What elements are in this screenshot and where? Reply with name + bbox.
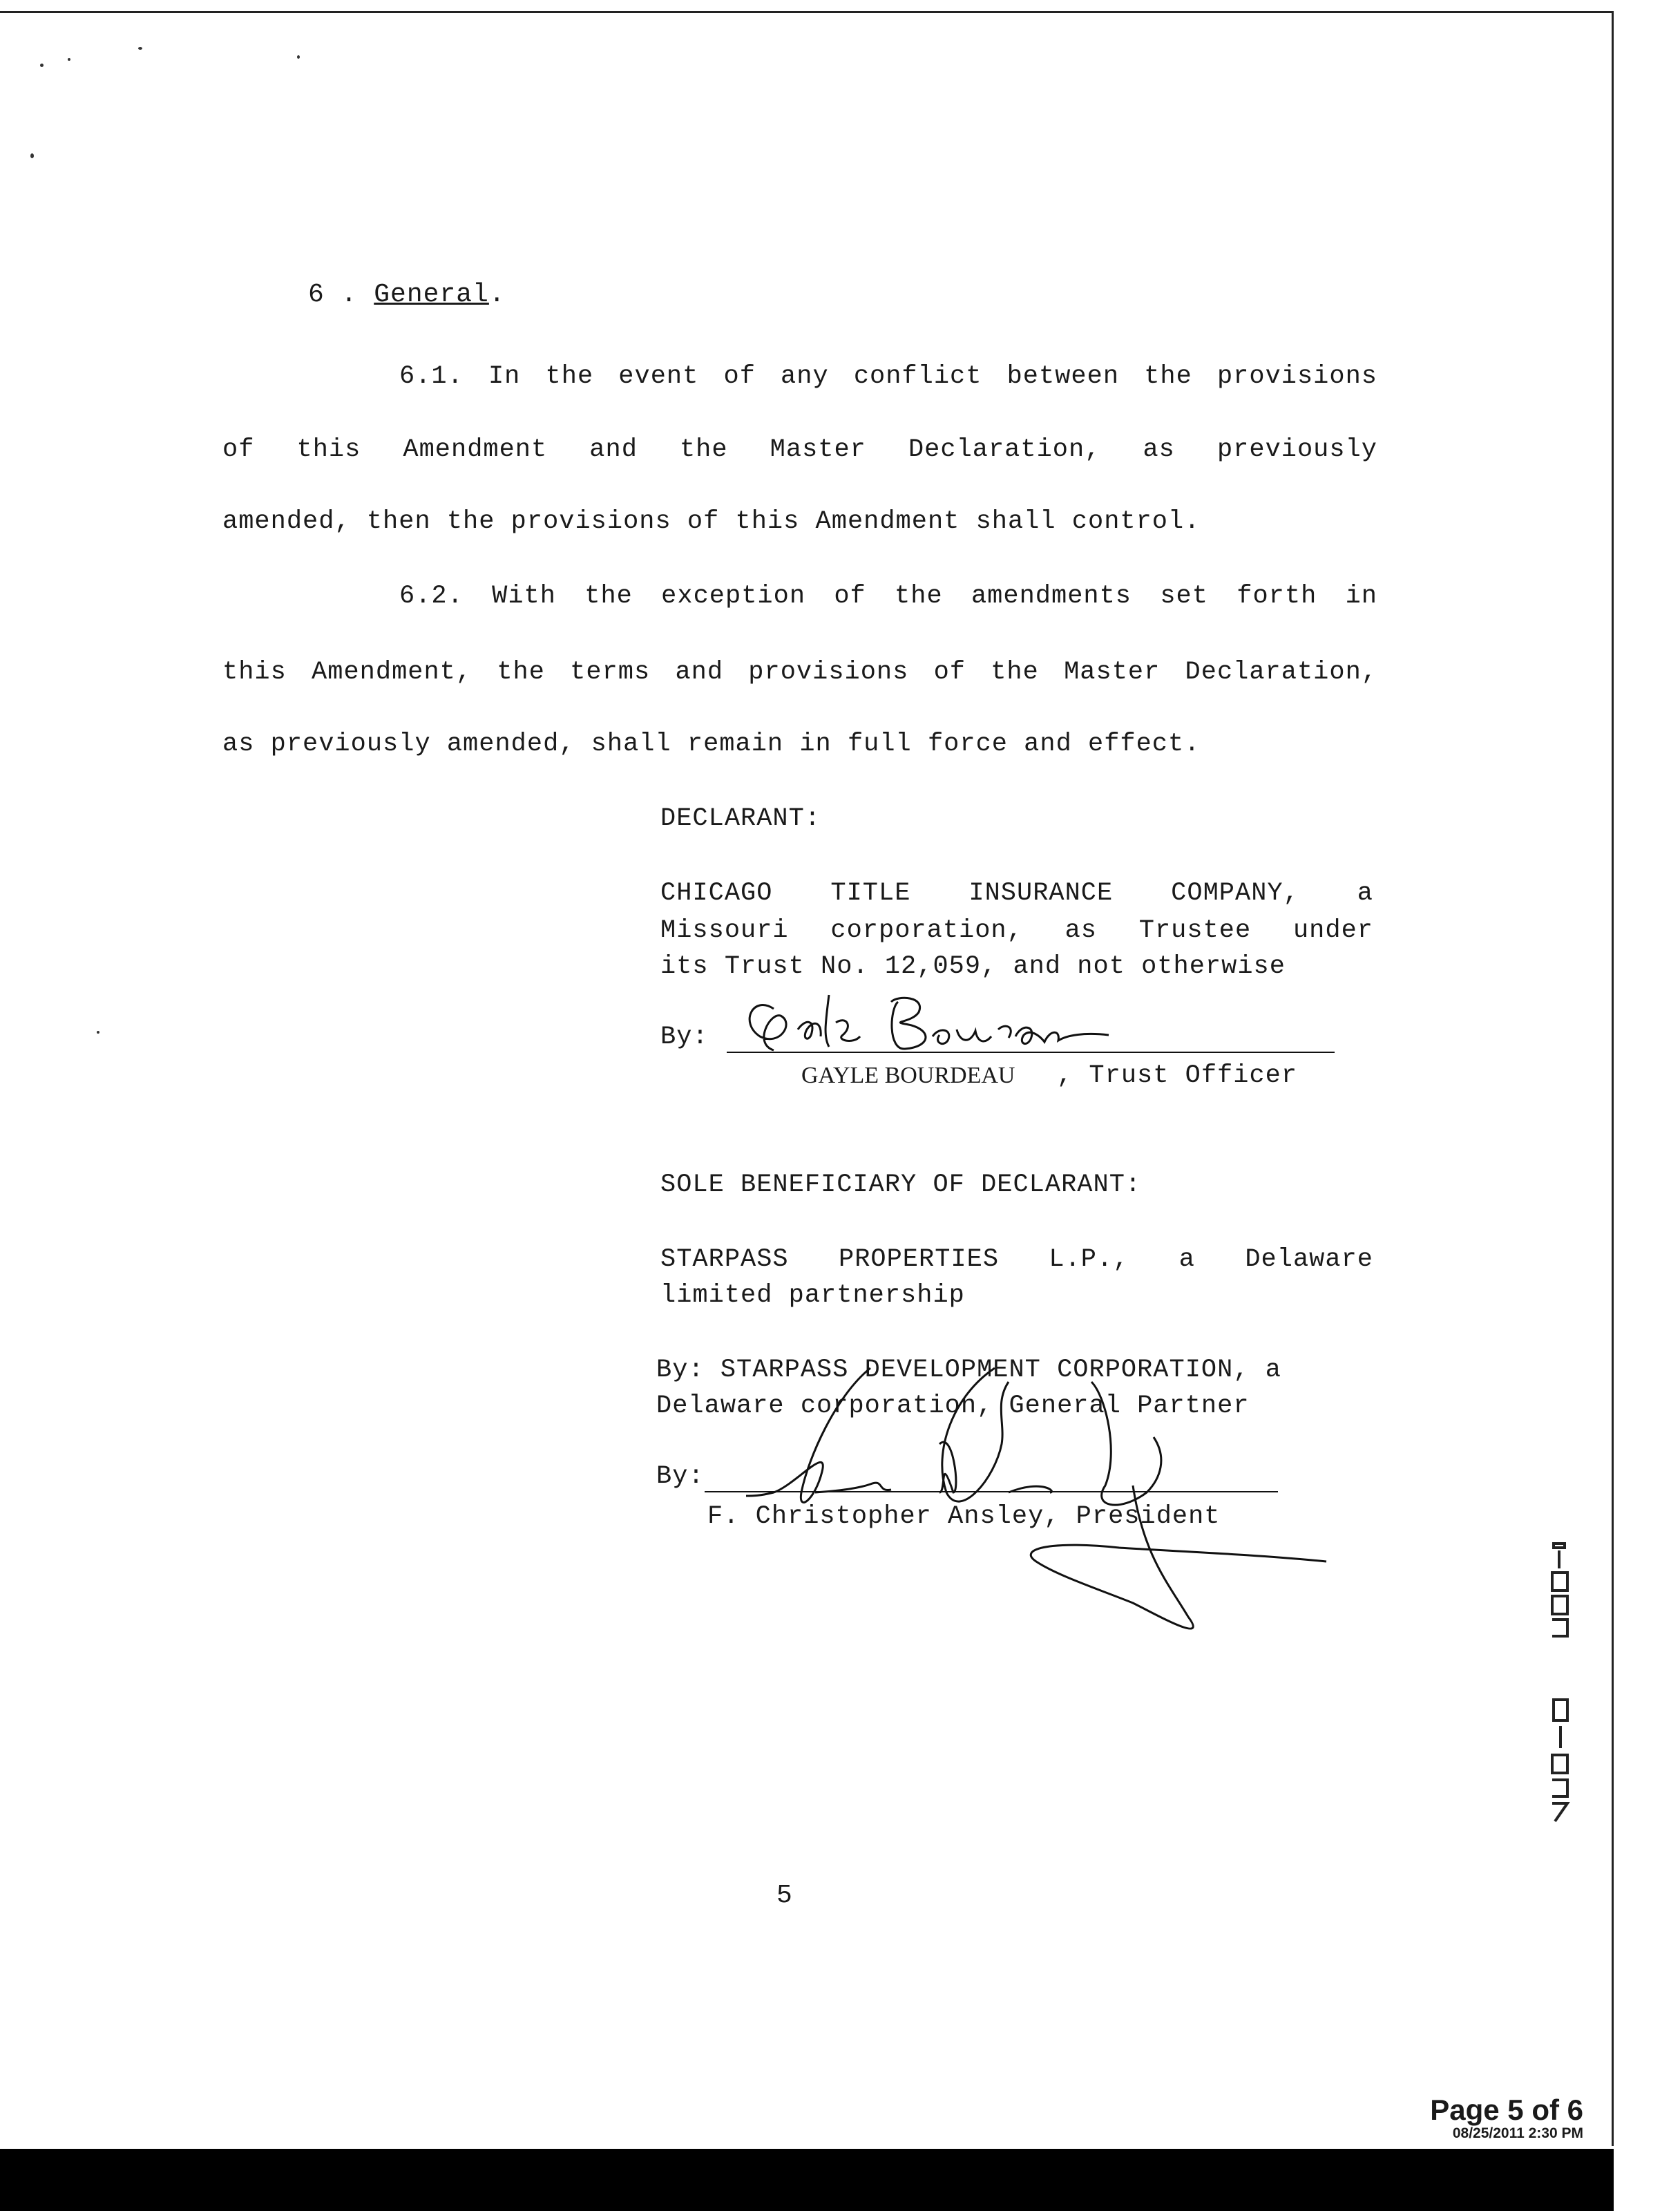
- beneficiary-signatory: F. Christopher Ansley, President: [707, 1502, 1221, 1531]
- beneficiary-entity-line: limited partnership: [660, 1281, 965, 1310]
- beneficiary-entity-line: STARPASS PROPERTIES L.P., a Delaware: [660, 1245, 1373, 1274]
- paragraph-line: 6.1. In the event of any conflict between the provisions: [399, 362, 1377, 391]
- declarant-heading: DECLARANT:: [660, 804, 821, 833]
- beneficiary-gp-line: Delaware corporation, General Partner: [656, 1392, 1250, 1421]
- scan-speck: [40, 64, 44, 67]
- declarant-signature: [732, 981, 1119, 1057]
- declarant-by-label: By:: [660, 1023, 709, 1052]
- paragraph-line: 6.2. With the exception of the amendments set forth in: [399, 582, 1377, 611]
- scan-speck: [138, 47, 142, 50]
- scan-speck: [297, 55, 300, 59]
- paragraph-line: of this Amendment and the Master Declaration, as previously: [222, 435, 1377, 464]
- paragraph-line: as previously amended, shall remain in full force and effect.: [222, 730, 1201, 759]
- declarant-signatory-title: , Trust Officer: [1057, 1061, 1298, 1090]
- beneficiary-by-label: By:: [656, 1462, 705, 1491]
- declarant-entity-line: Missouri corporation, as Trustee under: [660, 916, 1373, 945]
- declarant-entity-line: its Trust No. 12,059, and not otherwise: [660, 952, 1286, 981]
- beneficiary-heading: SOLE BENEFICIARY OF DECLARANT:: [660, 1170, 1142, 1199]
- declarant-signatory-name: GAYLE BOURDEAU: [801, 1063, 1015, 1088]
- paragraph-line: amended, then the provisions of this Amendment shall control.: [222, 507, 1201, 536]
- scan-speck: [68, 58, 70, 61]
- page-number: 5: [776, 1881, 793, 1910]
- footer-timestamp: 08/25/2011 2:30 PM: [1452, 2125, 1583, 2141]
- recording-stamp: [1544, 1541, 1578, 1879]
- section-title: General: [374, 280, 489, 310]
- section-trailing: .: [488, 280, 506, 310]
- section-heading: [308, 280, 506, 310]
- section-separator: .: [341, 280, 358, 310]
- scan-speck: [97, 1031, 99, 1034]
- paragraph-line: this Amendment, the terms and provisions of the Master Declaration,: [222, 658, 1377, 687]
- bottom-bar: [0, 2149, 1614, 2211]
- beneficiary-gp-line: By: STARPASS DEVELOPMENT CORPORATION, a: [656, 1356, 1281, 1385]
- section-number: 6: [308, 280, 325, 310]
- footer-page-label: Page 5 of 6: [1430, 2094, 1583, 2126]
- declarant-entity-line: CHICAGO TITLE INSURANCE COMPANY, a: [660, 879, 1373, 908]
- beneficiary-signature: [732, 1354, 1340, 1672]
- scan-speck: [30, 153, 34, 158]
